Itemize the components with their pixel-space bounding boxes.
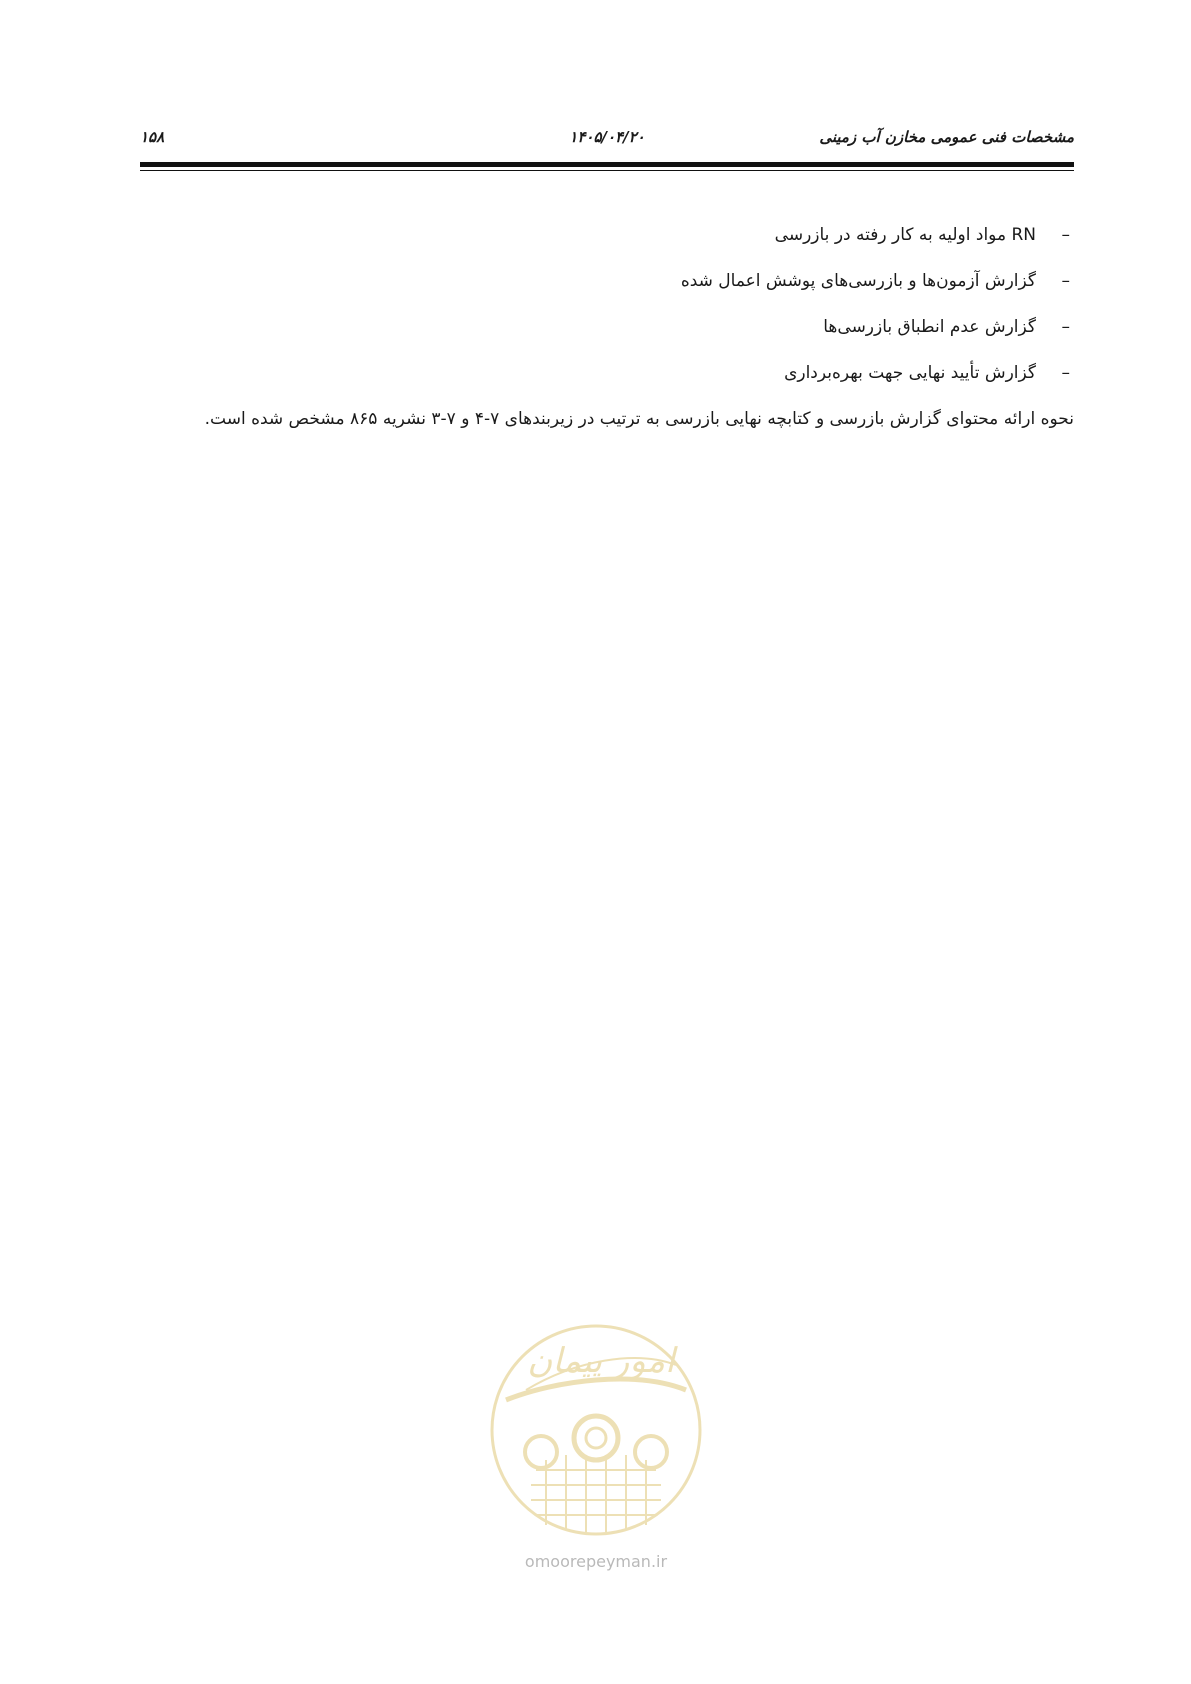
header-date: ۱۴۰۵/۰۴/۲۰ <box>569 128 645 146</box>
list-item <box>140 212 1070 258</box>
list-item-text: گزارش آزمون‌ها و بازرسی‌های پوشش اعمال شده <box>680 271 1036 291</box>
bullet-dash: – <box>1061 317 1070 337</box>
list-item-text: گزارش تأیید نهایی جهت بهره‌برداری <box>784 363 1036 383</box>
header-rule-thin <box>140 170 1074 171</box>
bullet-list <box>140 212 1074 396</box>
bullet-dash: – <box>1061 225 1070 245</box>
watermark-logo-icon <box>486 1320 706 1550</box>
bullet-dash: – <box>1061 363 1070 383</box>
page-content <box>140 212 1074 442</box>
list-item <box>140 304 1070 350</box>
list-item-text: گزارش عدم انطباق بازرسی‌ها <box>823 317 1036 337</box>
page-number: ۱۵۸ <box>140 128 165 146</box>
list-item <box>140 258 1070 304</box>
list-item-text: RN مواد اولیه به کار رفته در بازرسی <box>774 225 1036 245</box>
watermark-logo-text: امور پیمان <box>527 1341 675 1381</box>
body-paragraph: نحوه ارائه محتوای گزارش بازرسی و کتابچه نهایی بازرسی به ترتیب در زیربندهای ۷-۴ و ۷-۳ نشریه ۸۶۵ مشخص شده است. <box>204 409 1074 429</box>
watermark-url: omoorepeyman.ir <box>524 1552 668 1571</box>
page-header <box>140 128 1074 156</box>
bullet-dash: – <box>1061 271 1070 291</box>
list-item <box>140 350 1070 396</box>
header-rule-thick <box>140 162 1074 167</box>
header-title: مشخصات فنی عمومی مخازن آب زمینی <box>819 128 1074 146</box>
